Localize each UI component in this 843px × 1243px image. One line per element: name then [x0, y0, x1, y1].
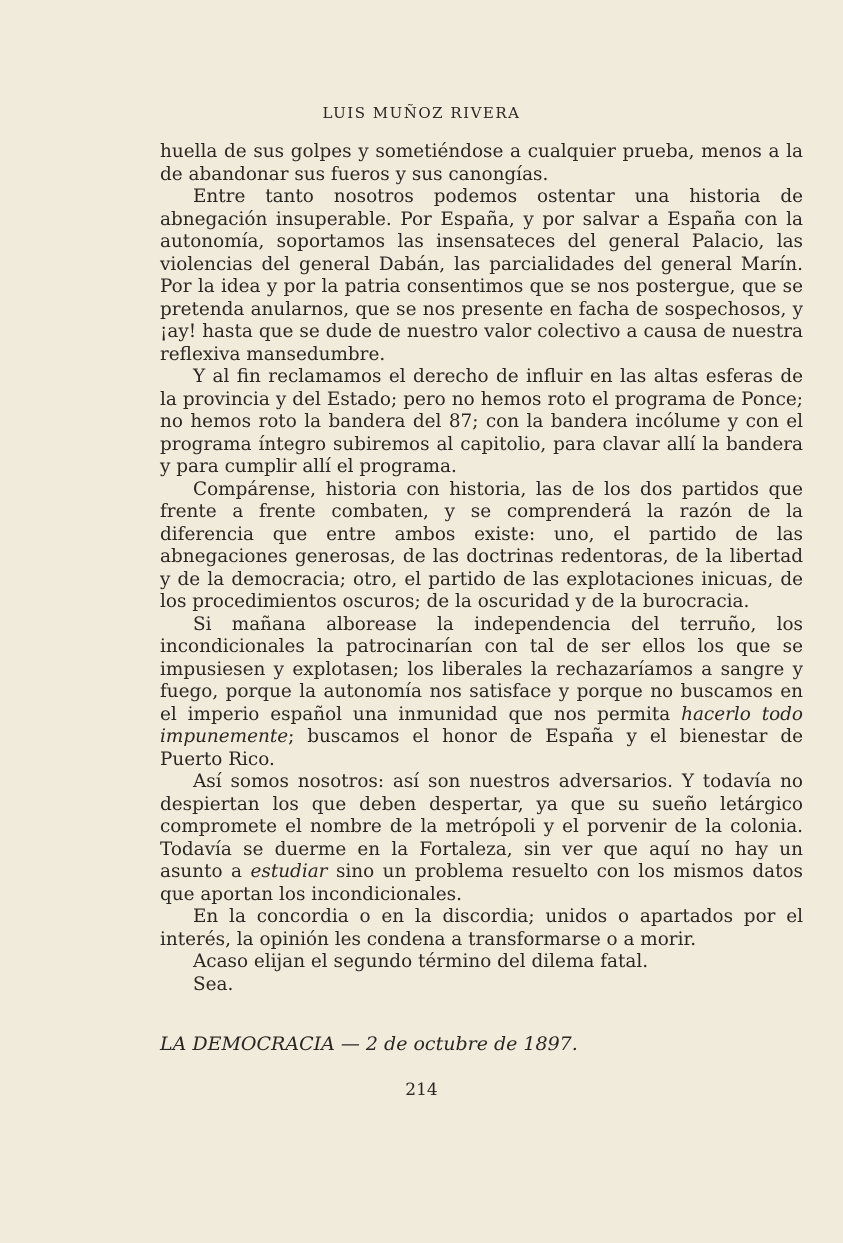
paragraph: Compárense, historia con historia, las de los dos partidos que frente a frente combaten, y se comprenderá la razón de la diferencia que entre ambos existe: uno, el partido de las abnegaciones generosas, de las doctrinas redentoras, de la libertad y de la democracia; otro, el partido de las explotaciones inicuas, de los procedimientos oscuros; de la oscuridad y de la burocracia. [160, 478, 803, 612]
paragraph: Acaso elijan el segundo término del dilema fatal. [193, 951, 649, 972]
italic-phrase: hacerlo todo impunemente [160, 703, 803, 747]
paragraph: Sea. [193, 973, 234, 995]
body-text [160, 141, 803, 996]
running-head: LUIS MUÑOZ RIVERA [322, 104, 521, 122]
paragraph: huella de sus golpes y sometiéndose a cualquier prueba, menos a la de abandonar sus fueros y sus canongías. [160, 141, 803, 185]
paragraph-text: Si mañana alborease la independencia del terruño, los incondicionales la patrocinarían con tal de ser ellos los que se impusiesen y explotasen; los liberales la rechazaríamos a sangre y fuego, porque la autonomía nos satisface y porque no buscamos en el imperio español una inmunidad que nos permita [160, 613, 803, 725]
paragraph-text: ; buscamos el honor de España y el bienestar de Puerto Rico. [160, 726, 803, 770]
paragraph: En la concordia o en la discordia; unidos o apartados por el interés, la opinión les condena a transformarse o a morir. [160, 906, 803, 950]
paragraph: Entre tanto nosotros podemos ostentar una historia de abnegación insuperable. Por España, y por salvar a España con la autonomía, soportamos las insensateces del general Palacio, las violencias del general Dabán, las parcialidades del general Marín. Por la idea y por la patria consentimos que se nos postergue, que se pretenda anularnos, que se nos presente en facha de sospechosos, y ¡ay! hasta que se dude de nuestro valor colectivo a causa de nuestra reflexiva mansedumbre. [160, 186, 803, 365]
page-number: 214 [405, 1080, 438, 1100]
paragraph-text: Así somos nosotros: así son nuestros adversarios. Y todavía no despiertan los que deben despertar, ya que su sueño letárgico compromete el nombre de la metrópoli y el porvenir de la colonia. Todavía se duerme en la Fortaleza, sin ver que aquí no hay un asunto a [160, 771, 803, 882]
paragraph: Y al fin reclamamos el derecho de influir en las altas esferas de la provincia y del Estado; pero no hemos roto el programa de Ponce; no hemos roto la bandera del 87; con la bandera incólume y con el programa íntegro subiremos al capitolio, para clavar allí la bandera y para cumplir allí el programa. [160, 366, 803, 477]
source-citation: LA DEMOCRACIA — 2 de octubre de 1897. [160, 1033, 578, 1055]
paragraph [160, 614, 803, 772]
paragraph-text: sino un problema resuelto con los mismos datos que aportan los incondicionales. [160, 861, 803, 905]
italic-word: estudiar [250, 861, 328, 882]
paragraph [160, 771, 803, 906]
